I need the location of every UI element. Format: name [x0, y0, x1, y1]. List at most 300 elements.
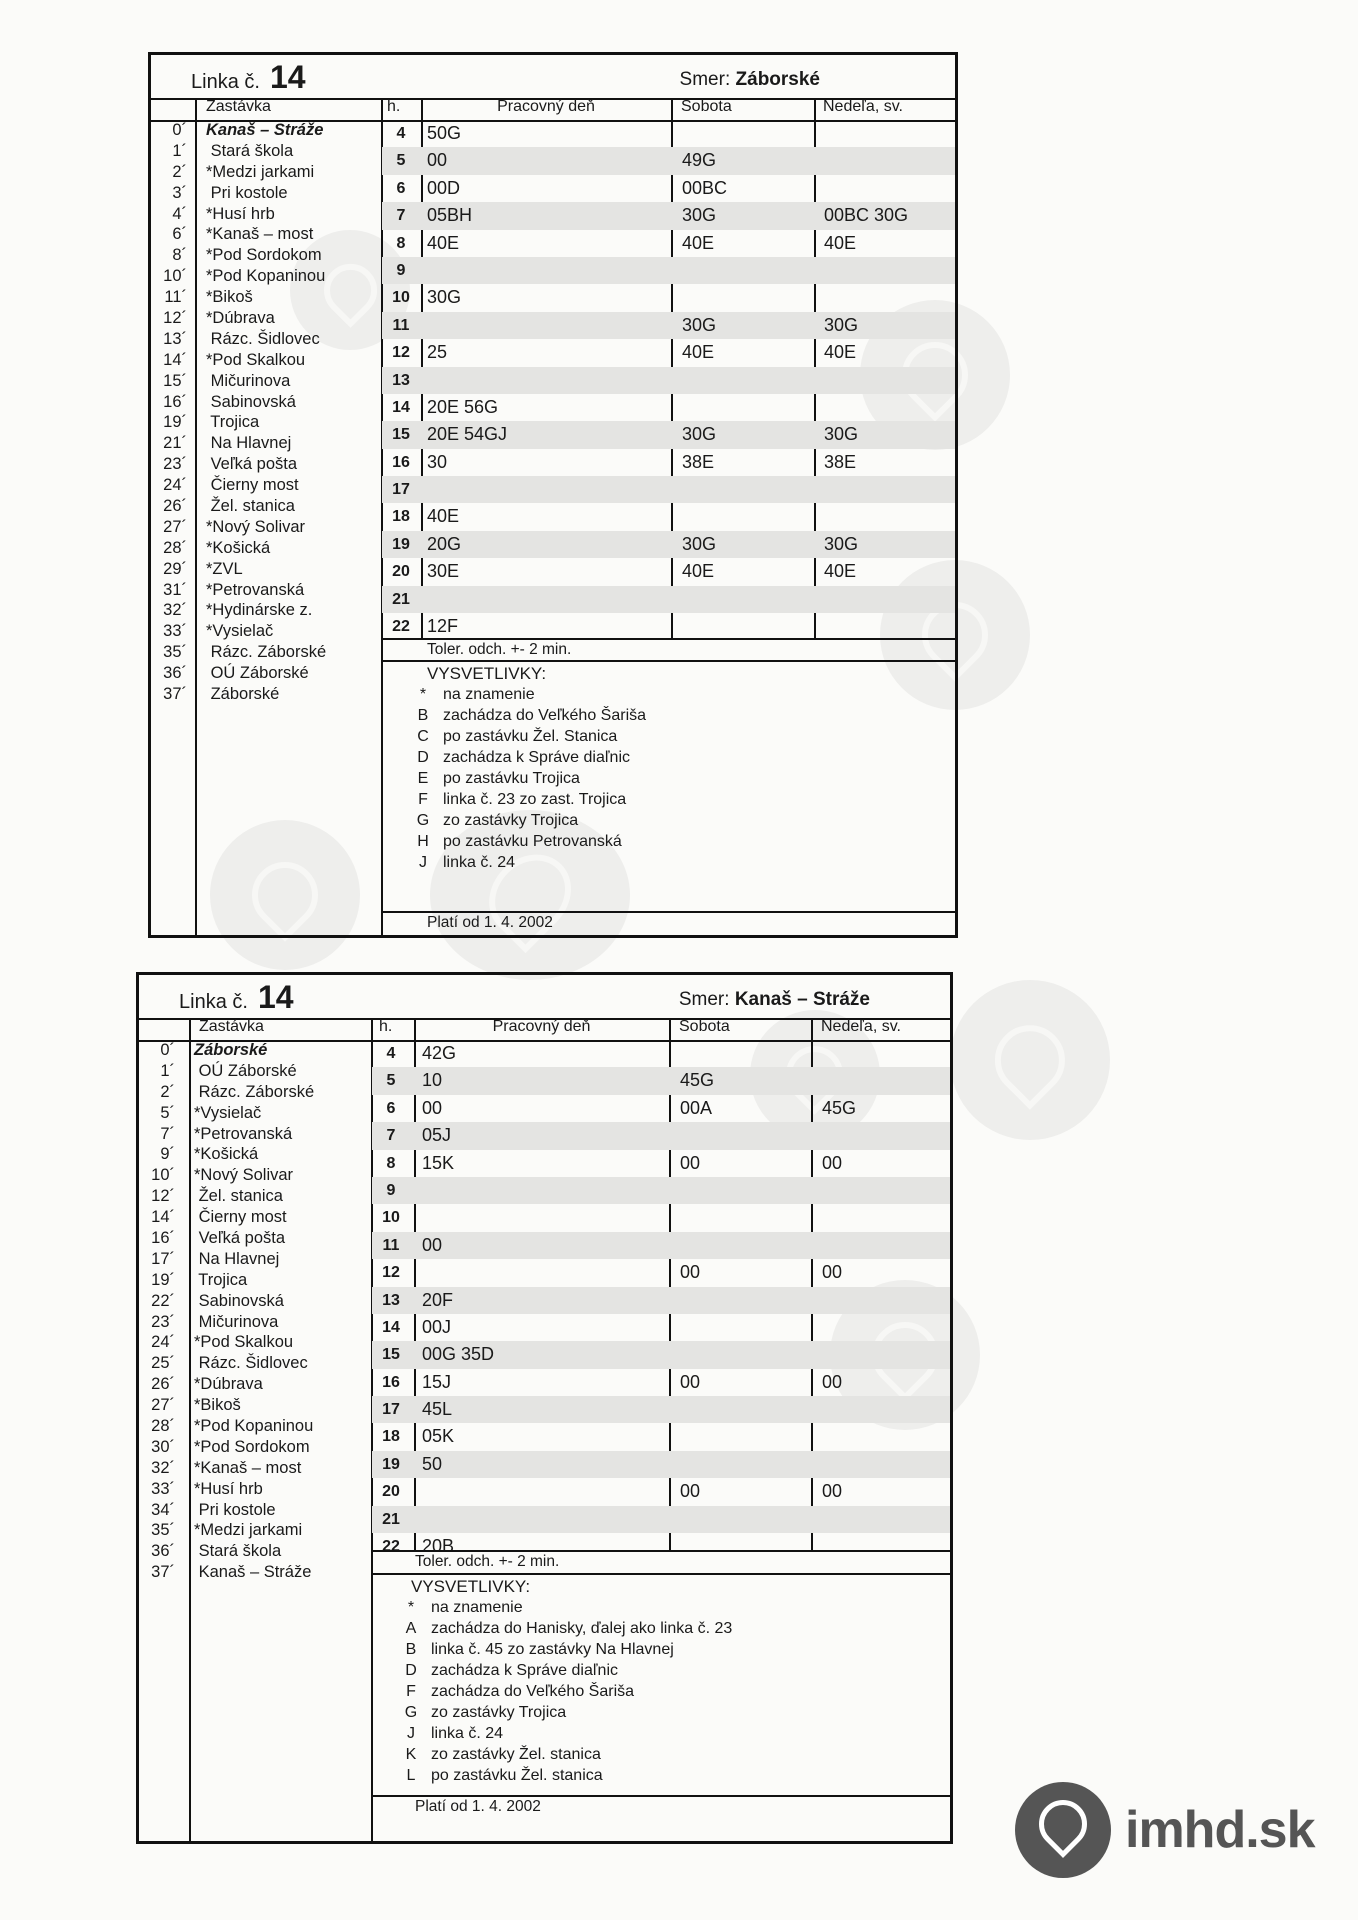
saturday-departures: 00 [680, 1481, 701, 1502]
hour-row [372, 1369, 950, 1396]
stop-minutes: 24´ [163, 476, 187, 495]
stop-name: Rázc. Záborské [194, 1082, 315, 1101]
stop-minutes: 8´ [172, 246, 187, 265]
legend-key: G [416, 812, 430, 829]
stop-row [139, 1165, 371, 1186]
hour-row [382, 586, 955, 613]
stop-minutes: 21´ [163, 434, 187, 453]
stop-name: Trojica [194, 1270, 248, 1289]
stop-name: Rázc. Šidlovec [194, 1354, 308, 1373]
imhd-pin-icon [1015, 1782, 1111, 1878]
stop-minutes: 28´ [151, 1417, 175, 1436]
hour-number: 14 [392, 398, 410, 416]
legend-text: zo zastávky Trojica [443, 812, 579, 829]
legend-item [401, 1765, 941, 1786]
hour-number: 11 [392, 316, 410, 334]
hour-row [372, 1478, 950, 1505]
hour-number: 19 [382, 1455, 400, 1473]
sunday-departures: 00 [822, 1152, 843, 1173]
stop-name: Sabinovská [206, 392, 296, 411]
sunday-departures: 38E [824, 451, 857, 472]
stop-minutes: 30´ [151, 1437, 175, 1456]
stop-name: *Nový Solivar [206, 517, 306, 536]
stop-row [151, 183, 381, 204]
hour-number: 6 [386, 1099, 396, 1117]
stop-name: *Kanaš – most [206, 225, 314, 244]
legend-text: zachádza do Veľkého Šariša [443, 707, 647, 724]
legend-text: na znamenie [443, 686, 535, 703]
workday-departures: 20B [422, 1536, 455, 1557]
stop-row [151, 141, 381, 162]
stop-name: Na Hlavnej [206, 434, 292, 453]
hour-number: 5 [386, 1072, 396, 1090]
header-hour: h. [387, 98, 401, 115]
legend-key: H [417, 833, 429, 850]
hour-row [372, 1122, 950, 1149]
legend-item [401, 1702, 941, 1723]
legend-item [413, 852, 913, 873]
sunday-departures: 00 [822, 1262, 843, 1283]
stop-name: Rázc. Záborské [206, 643, 327, 662]
workday-departures: 05BH [427, 205, 473, 226]
stop-name: *Košická [194, 1145, 259, 1164]
stop-name: Čierny most [206, 476, 299, 495]
workday-departures: 40E [427, 232, 460, 253]
saturday-departures: 30G [682, 533, 717, 554]
saturday-departures: 45G [680, 1070, 715, 1091]
stop-name: *Petrovanská [194, 1124, 293, 1143]
legend [401, 1576, 941, 1786]
stop-row [151, 642, 381, 663]
stop-minutes: 0´ [160, 1041, 175, 1059]
legend-text: na znamenie [431, 1599, 523, 1616]
header-zastavka: Zastávka [206, 98, 271, 115]
stop-name: *Pod Kopaninou [194, 1417, 314, 1436]
hour-number: 7 [396, 207, 406, 225]
hour-row [382, 613, 955, 640]
legend-text: zachádza do Veľkého Šariša [431, 1683, 635, 1700]
hour-number: 12 [392, 344, 410, 362]
hour-number: 5 [396, 152, 406, 170]
hour-row [382, 476, 955, 503]
hour-number: 14 [382, 1318, 400, 1336]
stop-name: *Husí hrb [206, 204, 275, 223]
line-label: Linka č. 14 [179, 979, 294, 1015]
workday-departures: 20F [422, 1289, 454, 1310]
legend-title: VYSVETLIVKY: [411, 1577, 531, 1596]
stop-minutes: 10´ [151, 1166, 175, 1185]
legend-item [413, 747, 913, 768]
workday-departures: 05J [422, 1125, 452, 1146]
hour-number: 18 [392, 508, 410, 526]
saturday-departures: 40E [682, 561, 715, 582]
stop-row [151, 245, 381, 266]
stop-minutes: 25´ [151, 1354, 175, 1373]
stop-name: Veľká pošta [194, 1229, 286, 1248]
legend-item [401, 1597, 941, 1618]
stop-row [151, 621, 381, 642]
hour-number: 20 [392, 563, 410, 581]
hour-row [382, 367, 955, 394]
line-label: Linka č. 14 [191, 59, 306, 95]
stop-name: Čierny most [194, 1208, 287, 1227]
workday-departures: 15K [422, 1152, 455, 1173]
stop-row [139, 1332, 371, 1353]
workday-departures: 05K [422, 1426, 455, 1447]
stop-name: Záborské [206, 685, 280, 704]
valid-from: Platí od 1. 4. 2002 [427, 914, 553, 931]
saturday-departures: 30G [682, 314, 717, 335]
hour-row [372, 1423, 950, 1450]
header-saturday: Sobota [679, 1018, 730, 1035]
header-sunday: Nedeľa, sv. [823, 98, 903, 115]
hour-row [382, 175, 955, 202]
workday-departures: 30E [427, 561, 460, 582]
workday-departures: 30 [427, 451, 448, 472]
divider [381, 911, 955, 913]
stop-name: *ZVL [206, 559, 243, 578]
legend-title: VYSVETLIVKY: [427, 664, 547, 683]
divider [371, 1795, 950, 1797]
stop-minutes: 1´ [172, 141, 187, 160]
hour-number: 13 [392, 371, 410, 389]
stop-row [139, 1353, 371, 1374]
hour-number: 13 [382, 1291, 400, 1309]
hour-number: 12 [382, 1264, 400, 1282]
legend-key: D [417, 749, 429, 766]
legend [413, 663, 913, 873]
header-hour: h. [379, 1018, 393, 1035]
saturday-departures: 40E [682, 232, 715, 253]
stop-row [151, 204, 381, 225]
saturday-departures: 00BC [682, 177, 728, 198]
stop-minutes: 26´ [163, 497, 187, 516]
stop-row [151, 433, 381, 454]
direction-value: Záborské [735, 69, 820, 90]
stop-name: *Petrovanská [206, 580, 305, 599]
legend-key: C [417, 728, 429, 745]
hour-row [382, 558, 955, 585]
workday-departures: 45L [422, 1399, 453, 1420]
stop-name: *Pod Kopaninou [206, 267, 326, 286]
stop-name: *Bikoš [194, 1396, 241, 1415]
legend-item [401, 1618, 941, 1639]
hour-row [372, 1314, 950, 1341]
hour-number: 4 [396, 125, 406, 142]
legend-text: po zastávku Žel. Stanica [443, 728, 618, 745]
stop-minutes: 34´ [151, 1500, 175, 1519]
stop-name: *Kanaš – most [194, 1458, 302, 1477]
stop-name: Žel. stanica [194, 1187, 283, 1206]
stop-minutes: 5´ [160, 1103, 175, 1122]
stop-name: Mičurinova [194, 1312, 279, 1331]
stop-minutes: 4´ [172, 204, 187, 223]
stop-name: Rázc. Šidlovec [206, 329, 320, 348]
direction: Smer: Kanaš – Stráže [678, 989, 870, 1010]
stop-row [139, 1082, 371, 1103]
stop-name: Veľká pošta [206, 455, 298, 474]
legend-item [413, 831, 913, 852]
stop-minutes: 36´ [151, 1542, 175, 1561]
sunday-departures: 40E [824, 232, 857, 253]
hour-row [372, 1341, 950, 1368]
stop-name: *Pod Skalkou [206, 350, 306, 369]
workday-departures: 00 [422, 1097, 443, 1118]
legend-item [401, 1660, 941, 1681]
hour-row [382, 120, 955, 147]
stop-minutes: 35´ [163, 643, 187, 662]
stop-minutes: 3´ [172, 183, 187, 202]
tolerance-note: Toler. odch. +- 2 min. [427, 641, 572, 658]
stop-name: *Dúbrava [194, 1375, 263, 1394]
stop-name: *Košická [206, 538, 271, 557]
legend-text: linka č. 45 zo zastávky Na Hlavnej [431, 1641, 674, 1658]
stop-name: Kanaš – Stráže [194, 1563, 312, 1582]
workday-departures: 20E 54GJ [427, 424, 508, 445]
stop-minutes: 16´ [151, 1229, 175, 1248]
legend-item [401, 1639, 941, 1660]
stop-row [139, 1249, 371, 1270]
line-number: 14 [269, 59, 306, 95]
stop-row [151, 663, 381, 684]
stops-list [139, 1040, 371, 1583]
stop-row [139, 1207, 371, 1228]
legend-key: G [404, 1704, 418, 1721]
hour-number: 6 [396, 179, 406, 197]
stop-row [139, 1520, 371, 1541]
hour-row [382, 230, 955, 257]
legend-item [413, 789, 913, 810]
sunday-departures: 30G [824, 424, 859, 445]
stop-row [139, 1500, 371, 1521]
hour-row [382, 202, 955, 229]
stop-name: OÚ Záborské [194, 1061, 297, 1080]
timetable-kanas-straze [136, 972, 953, 1844]
stop-minutes: 27´ [151, 1396, 175, 1415]
divider [371, 1573, 950, 1575]
stop-minutes: 28´ [163, 538, 187, 557]
stop-row [139, 1124, 371, 1145]
sunday-departures: 45G [822, 1097, 857, 1118]
stop-minutes: 27´ [163, 517, 187, 536]
stop-row [151, 371, 381, 392]
legend-item [413, 684, 913, 705]
stop-name: Stará škola [194, 1542, 282, 1561]
departures-grid [382, 120, 955, 640]
workday-departures: 50G [427, 123, 462, 143]
legend-text: linka č. 24 [431, 1725, 504, 1742]
workday-departures: 20G [427, 533, 462, 554]
legend-key: E [417, 770, 429, 787]
stop-row [151, 496, 381, 517]
stop-row [151, 287, 381, 308]
legend-key: B [405, 1641, 417, 1658]
stop-minutes: 31´ [163, 580, 187, 599]
stop-name: Sabinovská [194, 1291, 284, 1310]
hour-number: 19 [392, 535, 410, 553]
stop-minutes: 7´ [160, 1124, 175, 1143]
stop-row [151, 412, 381, 433]
stop-minutes: 13´ [163, 329, 187, 348]
stop-row [139, 1395, 371, 1416]
hour-number: 18 [382, 1428, 400, 1446]
stop-row [139, 1040, 371, 1061]
stop-name: Na Hlavnej [194, 1249, 280, 1268]
hour-row [372, 1040, 950, 1067]
sunday-departures: 30G [824, 314, 859, 335]
stop-name: *Husí hrb [194, 1479, 263, 1498]
hour-row [382, 531, 955, 558]
legend-key: J [407, 1725, 415, 1742]
sunday-departures: 30G [824, 533, 859, 554]
stop-row [151, 538, 381, 559]
stop-row [151, 266, 381, 287]
stop-minutes: 14´ [163, 350, 187, 369]
sunday-departures: 00BC 30G [824, 205, 909, 226]
stop-row [139, 1103, 371, 1124]
logo-text: imhd.sk [1125, 1801, 1315, 1859]
stop-minutes: 33´ [151, 1479, 175, 1498]
workday-departures: 00G 35D [422, 1344, 495, 1365]
sunday-departures: 00 [822, 1481, 843, 1502]
hour-row [382, 394, 955, 421]
stop-row [139, 1144, 371, 1165]
saturday-departures: 38E [682, 451, 715, 472]
stop-row [151, 308, 381, 329]
hour-number: 4 [386, 1045, 396, 1062]
stop-minutes: 15´ [163, 371, 187, 390]
legend-text: zachádza k Správe diaľnic [431, 1662, 618, 1679]
stop-name: *Dúbrava [206, 309, 275, 328]
stop-row [139, 1186, 371, 1207]
valid-from: Platí od 1. 4. 2002 [415, 1798, 541, 1815]
stop-name: OÚ Záborské [206, 664, 309, 683]
workday-departures: 40E [427, 506, 460, 527]
legend-text: zo zastávky Žel. stanica [431, 1746, 601, 1763]
direction-value: Kanaš – Stráže [734, 989, 870, 1010]
legend-key: * [419, 686, 427, 703]
hour-row [372, 1095, 950, 1122]
stop-minutes: 37´ [163, 685, 187, 704]
hour-row [372, 1396, 950, 1423]
stop-row [151, 684, 381, 705]
stop-name: Záborské [194, 1041, 268, 1059]
hour-number: 11 [382, 1236, 400, 1254]
saturday-departures: 49G [682, 150, 717, 171]
stop-row [139, 1541, 371, 1562]
stops-list [151, 120, 381, 705]
stop-row [151, 517, 381, 538]
stop-name: *Pod Skalkou [194, 1333, 294, 1352]
stop-minutes: 17´ [151, 1249, 175, 1268]
hour-row [382, 503, 955, 530]
legend-item [401, 1681, 941, 1702]
stop-row [139, 1437, 371, 1458]
header-workday: Pracovný deň [497, 98, 595, 115]
stop-name: Stará škola [206, 141, 294, 160]
hour-row [372, 1232, 950, 1259]
imhd-logo [1015, 1782, 1315, 1878]
saturday-departures: 00 [680, 1262, 701, 1283]
stop-row [139, 1228, 371, 1249]
hour-row [372, 1259, 950, 1286]
hour-row [372, 1506, 950, 1533]
workday-departures: 00D [427, 177, 461, 198]
stop-minutes: 16´ [163, 392, 187, 411]
stop-row [139, 1374, 371, 1395]
legend-item [413, 810, 913, 831]
stop-row [151, 329, 381, 350]
hour-number: 7 [386, 1127, 396, 1145]
legend-key: F [418, 791, 428, 808]
legend-key: * [407, 1599, 415, 1616]
hour-number: 10 [382, 1209, 400, 1227]
hour-number: 9 [386, 1181, 396, 1199]
sunday-departures: 40E [824, 561, 857, 582]
stop-minutes: 2´ [160, 1082, 175, 1101]
hour-number: 17 [382, 1401, 400, 1419]
workday-departures: 30G [427, 287, 462, 308]
stop-name: *Bikoš [206, 288, 253, 307]
stop-minutes: 11´ [164, 288, 187, 307]
workday-departures: 42G [422, 1043, 457, 1063]
timetable-header [139, 975, 950, 1020]
sunday-departures: 00 [822, 1371, 843, 1392]
legend-text: zachádza k Správe diaľnic [443, 749, 630, 766]
hour-row [382, 449, 955, 476]
hour-number: 16 [382, 1373, 400, 1391]
stop-name: *Pod Sordokom [194, 1437, 310, 1456]
stop-minutes: 6´ [172, 225, 187, 244]
stop-minutes: 2´ [172, 162, 187, 181]
stop-minutes: 32´ [151, 1458, 175, 1477]
hour-number: 21 [392, 590, 410, 608]
stop-name: *Vysielač [194, 1103, 262, 1122]
timetable-header [151, 55, 955, 100]
stop-row [151, 392, 381, 413]
stop-minutes: 19´ [163, 413, 187, 432]
header-zastavka: Zastávka [199, 1018, 264, 1035]
legend-text: zo zastávky Trojica [431, 1704, 567, 1721]
hour-row [382, 339, 955, 366]
stop-row [151, 559, 381, 580]
stop-minutes: 23´ [163, 455, 187, 474]
legend-key: J [419, 854, 427, 871]
hour-number: 20 [382, 1483, 400, 1501]
workday-departures: 00 [422, 1234, 443, 1255]
stop-minutes: 12´ [151, 1187, 175, 1206]
stop-minutes: 29´ [163, 559, 187, 578]
legend-key: D [405, 1662, 417, 1679]
workday-departures: 00J [422, 1316, 452, 1337]
hour-number: 21 [382, 1510, 400, 1528]
saturday-departures: 40E [682, 342, 715, 363]
stop-name: Žel. stanica [206, 497, 295, 516]
stop-row [139, 1479, 371, 1500]
legend-text: po zastávku Žel. stanica [431, 1767, 603, 1784]
stop-name: Kanaš – Stráže [206, 121, 324, 139]
stop-row [151, 454, 381, 475]
hour-number: 15 [382, 1346, 400, 1364]
workday-departures: 20E 56G [427, 396, 499, 417]
stop-row [139, 1291, 371, 1312]
legend-text: linka č. 23 zo zast. Trojica [443, 791, 627, 808]
workday-departures: 25 [427, 342, 448, 363]
legend-key: L [406, 1767, 416, 1784]
stop-minutes: 35´ [151, 1521, 175, 1540]
legend-item [413, 705, 913, 726]
stop-minutes: 12´ [163, 309, 187, 328]
